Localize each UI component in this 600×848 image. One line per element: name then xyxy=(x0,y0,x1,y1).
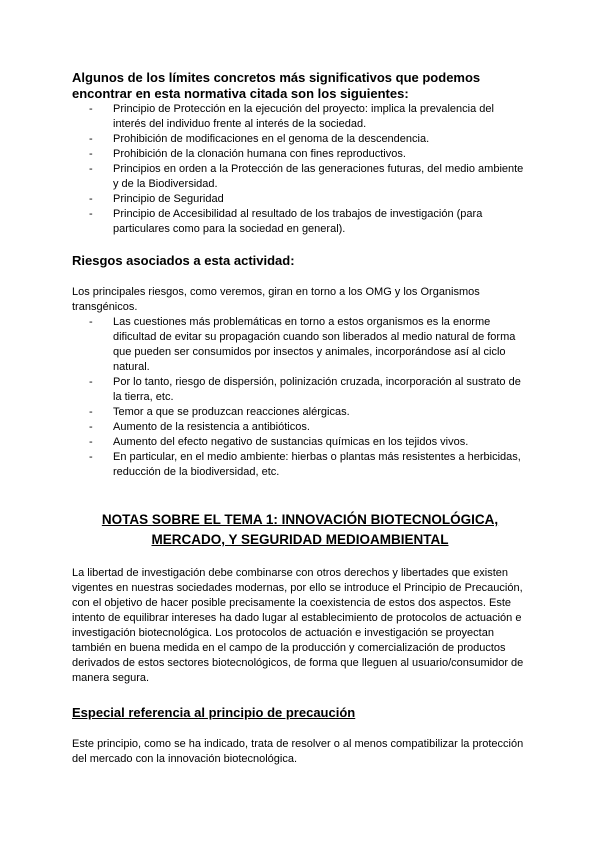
notes-paragraph: La libertad de investigación debe combinarse con otros derechos y libertades que existen vigentes en nuestras sociedades modernas, por ello se introduce el Principio de Precaución, con el objetivo de hacer posible precisamente la coexistencia de estos dos aspectos. Este intento de equilibrar intereses ha dado lugar al establecimiento de protocolos de actuación e investigación biotecnológica. Los protocolos de actuación e investigación se proyectan también en buena medida en el campo de la producción y comercialización de productos derivados de estos sectores biotecnológicos, de forma que lleguen al usuario/consumidor de manera segura. xyxy=(72,567,524,684)
risks-intro: Los principales riesgos, como veremos, giran en torno a los OMG y los Organismos transgénicos. xyxy=(72,286,480,313)
list-item: - Aumento del efecto negativo de sustancias químicas en los tejidos vivos. xyxy=(113,435,528,450)
list-item: - Temor a que se produzcan reacciones alérgicas. xyxy=(113,405,528,420)
list-item: - Principio de Protección en la ejecución del proyecto: implica la prevalencia del interés del individuo frente al interés de la sociedad. xyxy=(113,102,528,132)
document-page xyxy=(72,70,528,767)
list-item: - Prohibición de la clonación humana con fines reproductivos. xyxy=(113,147,528,162)
precaution-heading: Especial referencia al principio de precaución xyxy=(72,705,356,720)
list-item: - Principios en orden a la Protección de las generaciones futuras, del medio ambiente y de la Biodiversidad. xyxy=(113,162,528,192)
risks-heading: Riesgos asociados a esta actividad: xyxy=(72,253,295,268)
precaution-paragraph: Este principio, como se ha indicado, trata de resolver o al menos compatibilizar la protección del mercado con la innovación biotecnológica. xyxy=(72,738,524,765)
list-item: - Principio de Seguridad xyxy=(113,192,528,207)
list-item: - Aumento de la resistencia a antibióticos. xyxy=(113,420,528,435)
list-item: - Prohibición de modificaciones en el genoma de la descendencia. xyxy=(113,132,528,147)
risks-list xyxy=(72,315,528,480)
list-item: - En particular, en el medio ambiente: hierbas o plantas más resistentes a herbicidas, reducción de la biodiversidad, etc. xyxy=(113,450,528,480)
list-item: - Las cuestiones más problemáticas en torno a estos organismos es la enorme dificultad de evitar su propagación cuando son liberados al medio natural de forma que pueden ser consumidos por insectos y animales, incorporándose así al ciclo natural. xyxy=(113,315,528,375)
notes-title: NOTAS SOBRE EL TEMA 1: INNOVACIÓN BIOTECNOLÓGICA, MERCADO, Y SEGURIDAD MEDIOAMBIENTAL xyxy=(101,512,499,547)
limits-list xyxy=(72,102,528,237)
list-item: - Principio de Accesibilidad al resultado de los trabajos de investigación (para particulares como para la sociedad en general). xyxy=(113,207,528,237)
list-item: - Por lo tanto, riesgo de dispersión, polinización cruzada, incorporación al sustrato de la tierra, etc. xyxy=(113,375,528,405)
limits-heading: Algunos de los límites concretos más significativos que podemos encontrar en esta normativa citada son los siguientes: xyxy=(72,70,481,101)
